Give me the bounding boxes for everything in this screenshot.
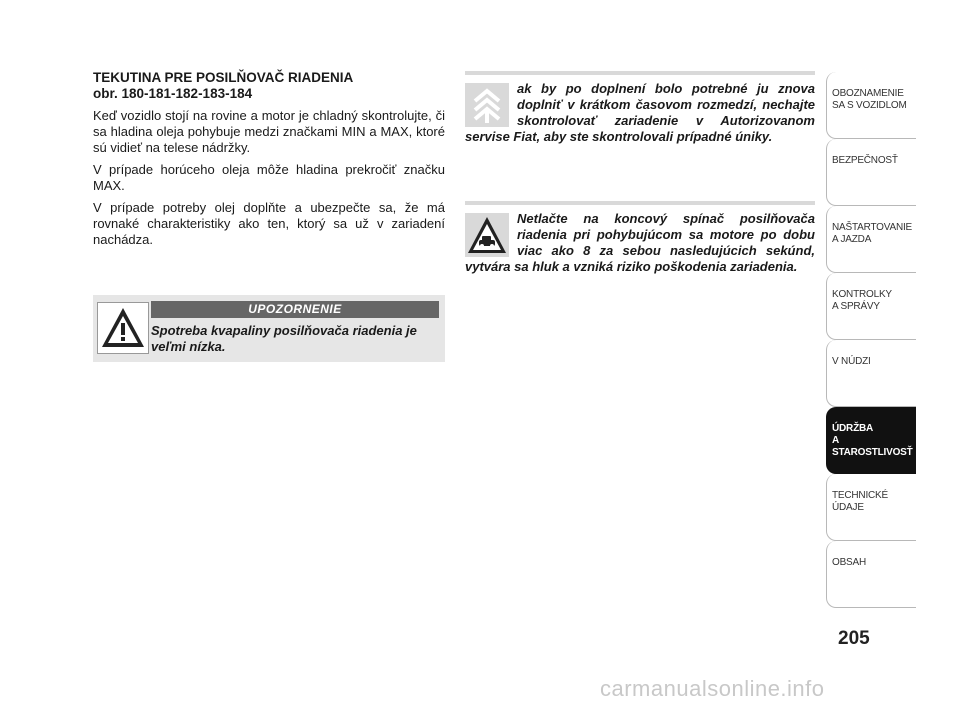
paragraph: Keď vozidlo stojí na rovine a motor je chladný skontrolujte, či sa hladina oleja pohybuje medzi značkami MIN a MAX, ktoré sú vidieť na telese nádržky. bbox=[93, 108, 445, 155]
sidebar-item-label: A SPRÁVY bbox=[832, 301, 880, 312]
paragraph: V prípade horúceho oleja môže hladina prekročiť značku MAX. bbox=[93, 162, 445, 193]
main-text-column bbox=[93, 70, 445, 254]
figure-reference: obr. 180-181-182-183-184 bbox=[93, 86, 253, 101]
note-divider bbox=[465, 201, 815, 205]
sidebar-item-obsah[interactable] bbox=[826, 541, 916, 608]
warning-box bbox=[93, 295, 445, 362]
note-steering bbox=[465, 201, 815, 275]
note-text: ak by po doplnení bolo potrebné ju znova doplniť v krátkom časovom rozmedzí, nechajte skontrolovať zariadenie v Autorizovanom servise Fiat, aby ste skontrolovali prípadné úniky. bbox=[465, 81, 815, 144]
sidebar-item-label: NAŠTARTOVANIE bbox=[832, 222, 913, 233]
note-divider bbox=[465, 71, 815, 75]
sidebar-item-kontrolky[interactable] bbox=[826, 273, 916, 340]
note-text: Netlačte na koncový spínač posilňovača riadenia pri pohybujúcom sa motore po dobu viac ako 8 za sebou nasledujúcich sekúnd, vytvára sa hluk a vzniká riziko poškodenia zariadenia. bbox=[465, 211, 815, 274]
section-heading: TEKUTINA PRE POSILŇOVAČ RIADENIA bbox=[93, 70, 354, 85]
sidebar-item-label: A STAROSTLIVOSŤ bbox=[832, 435, 913, 458]
paragraph: V prípade potreby olej doplňte a ubezpečte sa, že má rovnaké charakteristiky ako ten, ktorý sa už v zariadení nachádza. bbox=[93, 200, 445, 247]
sidebar-item-label: ÚDRŽBA bbox=[832, 423, 874, 434]
sidebar-item-label: KONTROLKY bbox=[832, 289, 892, 300]
chapter-sidebar bbox=[826, 72, 916, 608]
sidebar-item-v-nudzi[interactable] bbox=[826, 340, 916, 407]
sidebar-item-bezpecnost[interactable] bbox=[826, 139, 916, 206]
watermark: carmanualsonline.info bbox=[600, 676, 825, 701]
car-warning-icon bbox=[465, 213, 509, 257]
sidebar-item-label: OBOZNAMENIE bbox=[832, 88, 904, 99]
sidebar-item-oboznamenie[interactable] bbox=[826, 72, 916, 139]
warning-triangle-icon bbox=[97, 302, 149, 354]
warning-title: UPOZORNENIE bbox=[151, 301, 439, 318]
recycle-tree-icon bbox=[465, 83, 509, 127]
sidebar-item-label: OBSAH bbox=[832, 557, 867, 568]
note-environment bbox=[465, 71, 815, 145]
sidebar-item-label: TECHNICKÉ bbox=[832, 490, 888, 501]
warning-text: Spotreba kvapaliny posilňovača riadenia je veľmi nízka. bbox=[151, 323, 417, 354]
sidebar-item-label: A JAZDA bbox=[832, 234, 872, 245]
page-number: 205 bbox=[838, 628, 870, 649]
sidebar-item-label: BEZPEČNOSŤ bbox=[832, 155, 898, 166]
sidebar-item-nastartovanie[interactable] bbox=[826, 206, 916, 273]
sidebar-item-label: ÚDAJE bbox=[832, 502, 864, 513]
sidebar-item-label: V NÚDZI bbox=[832, 356, 871, 367]
sidebar-item-technicke[interactable] bbox=[826, 474, 916, 541]
sidebar-item-udrzba[interactable] bbox=[826, 407, 916, 474]
sidebar-item-label: SA S VOZIDLOM bbox=[832, 100, 907, 111]
